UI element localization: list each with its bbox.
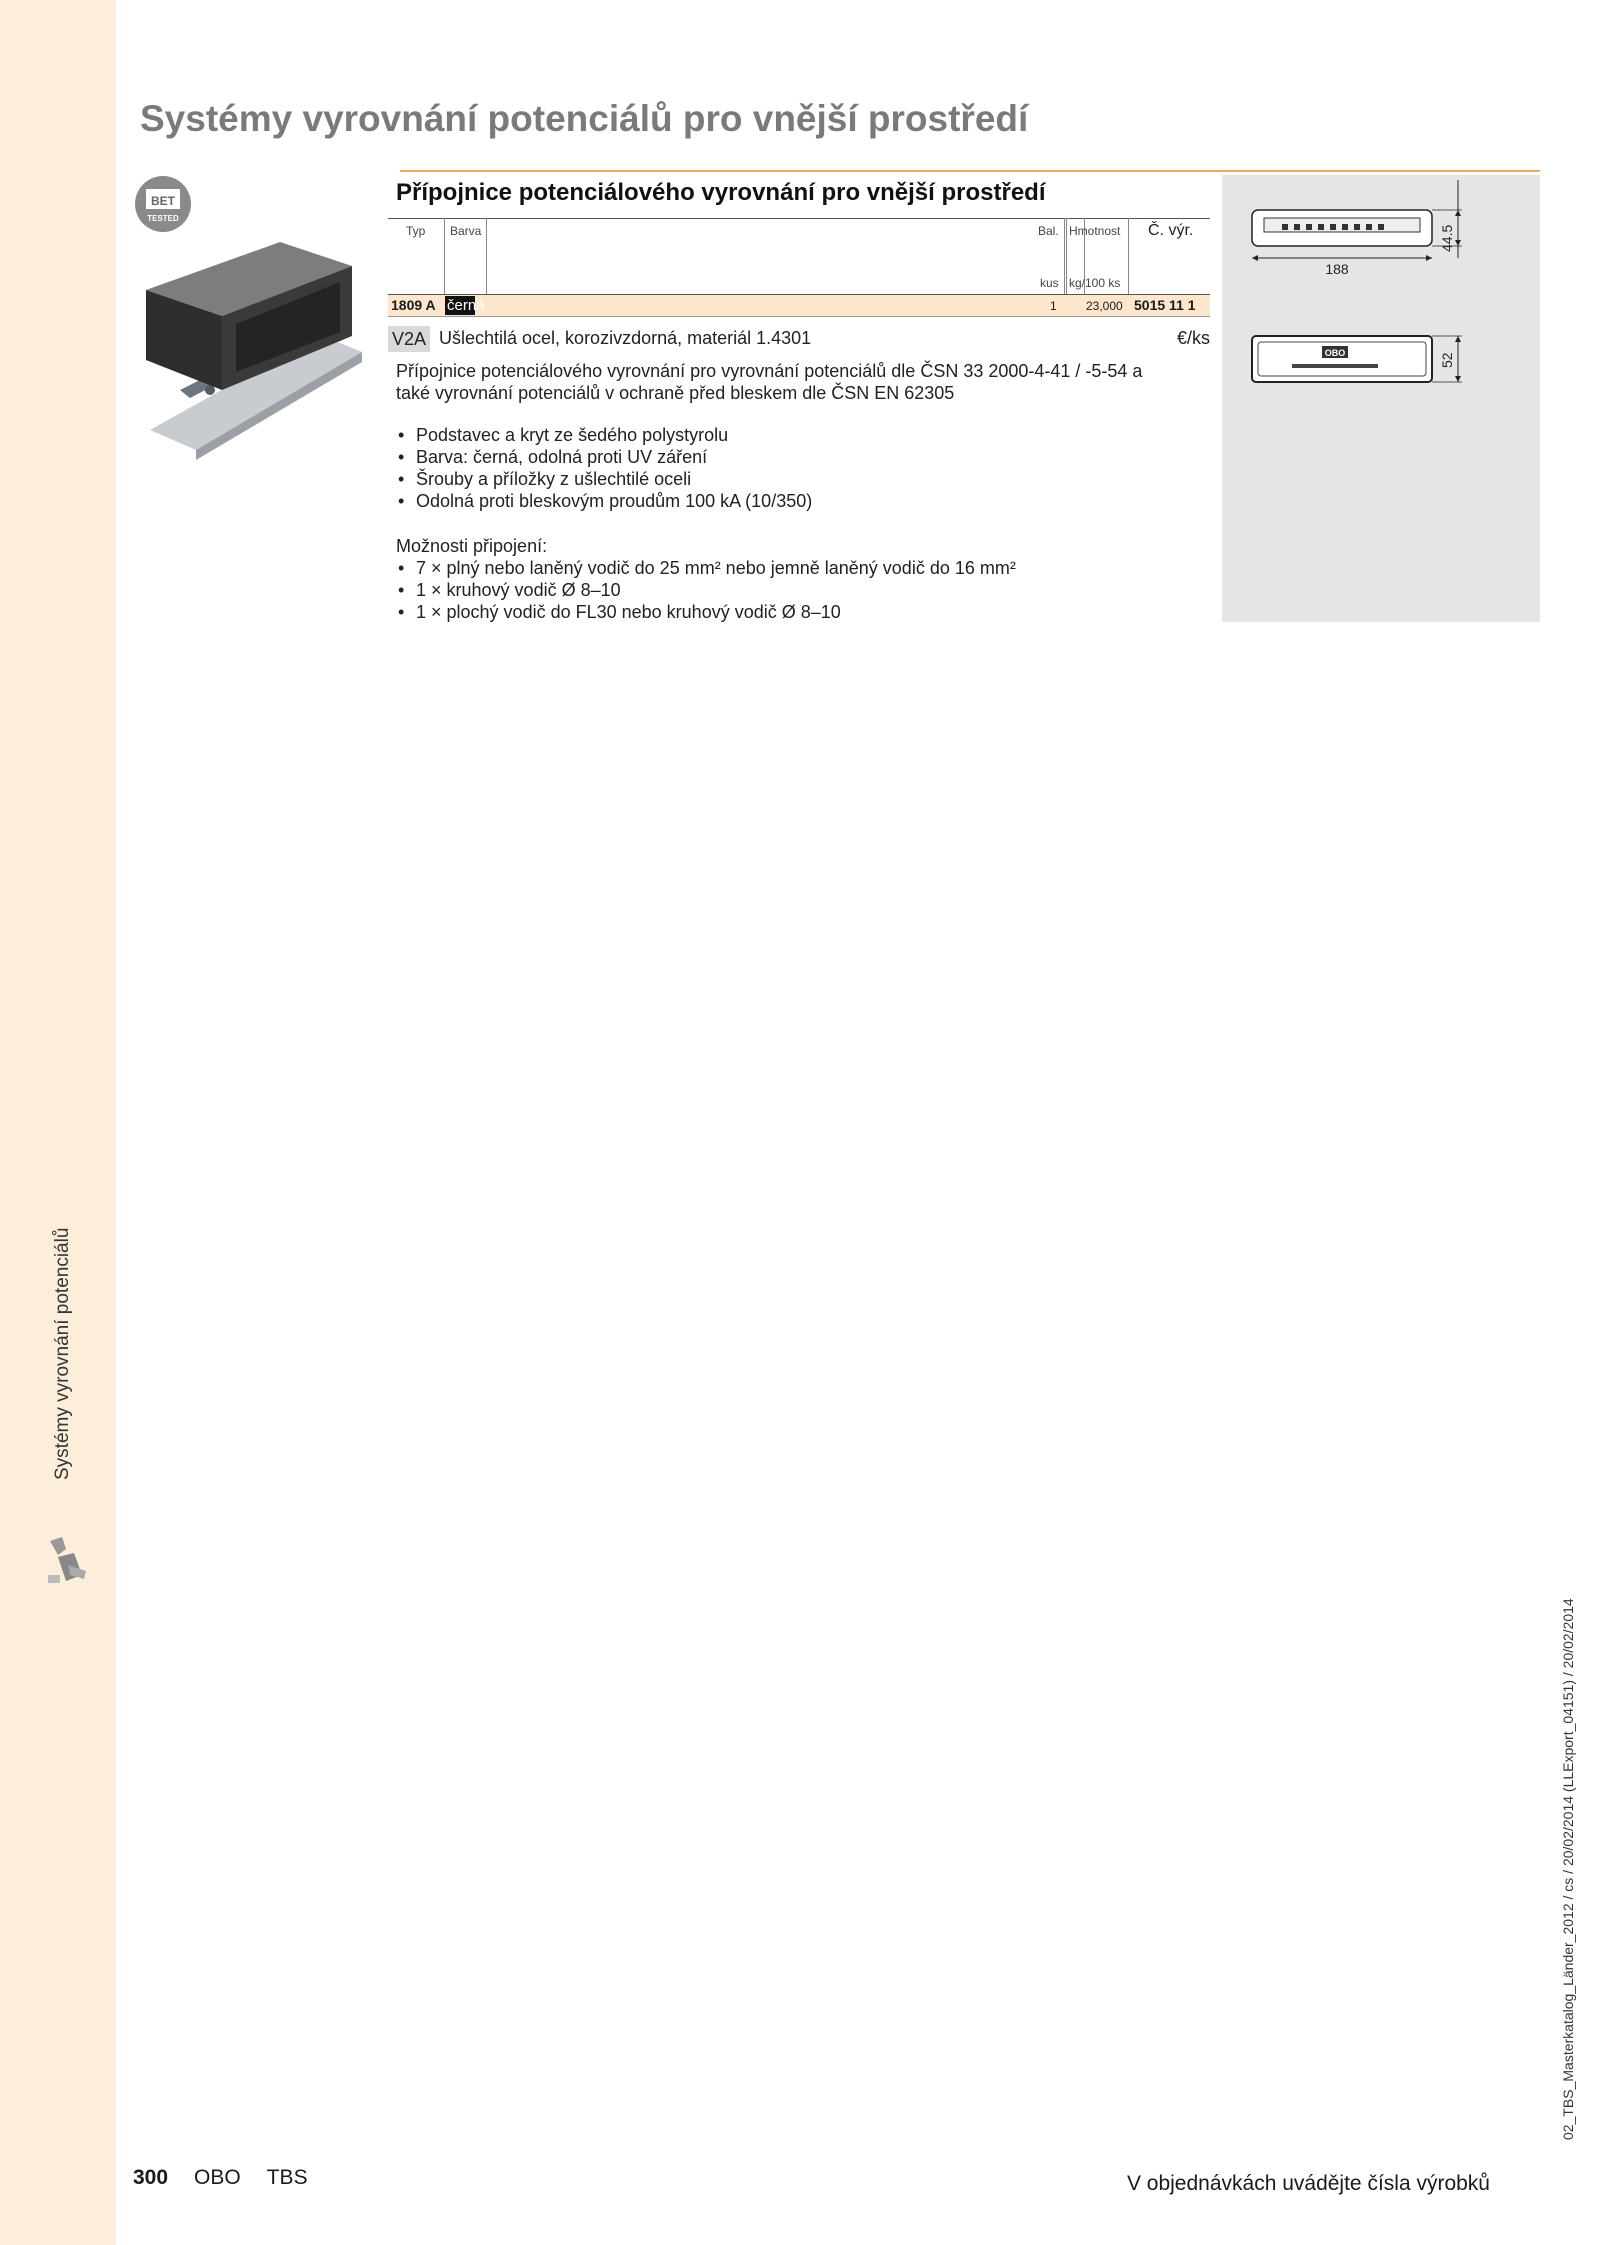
chapter-thumbnail-icon — [44, 1535, 90, 1587]
list-item: • Barva: černá, odolná proti UV záření — [396, 446, 1216, 468]
table-top-rule — [388, 218, 1210, 219]
row-cislo: 5015 11 1 — [1134, 297, 1196, 313]
color-swatch-black — [445, 296, 485, 315]
product-photo — [140, 240, 370, 460]
price-unit: €/ks — [1176, 328, 1210, 348]
connections-heading: Možnosti připojení: — [396, 536, 548, 556]
material-text: Ušlechtilá ocel, korozivzdorná, materiál 1.4301 — [439, 328, 812, 348]
col-bal: Bal. — [1038, 224, 1059, 238]
footer-left — [133, 2166, 308, 2190]
description — [396, 360, 1216, 404]
row-hmotnost: 23,000 — [1086, 299, 1123, 313]
print-meta: 02_TBS_Masterkatalog_Länder_2012 / cs / 20/02/2014 (LLExport_04151) / 20/02/2014 — [1560, 1598, 1576, 2140]
list-item: • 1 × plochý vodič do FL30 nebo kruhový vodič Ø 8–10 — [396, 601, 1216, 623]
page-title: Systémy vyrovnání potenciálů pro vnější prostředí — [140, 98, 1029, 139]
col-hmotnost: Hmotnost — [1069, 224, 1121, 238]
description-line: Přípojnice potenciálového vyrovnání pro vyrovnání potenciálů dle ČSN 33 2000-4-41 / -5-54 a — [396, 361, 1143, 381]
list-item: • Podstavec a kryt ze šedého polystyrolu — [396, 424, 1216, 446]
description-line: také vyrovnání potenciálů v ochraně před bleskem dle ČSN EN 62305 — [396, 383, 955, 403]
page-number: 300 — [133, 2166, 169, 2189]
row-typ: 1809 A — [391, 297, 436, 313]
badge-line1: BET — [151, 194, 175, 208]
dimension-drawing — [1232, 180, 1532, 400]
test-badge-icon — [134, 175, 192, 233]
feature-list — [396, 424, 1216, 512]
material-code: V2A — [388, 326, 430, 352]
col-barva: Barva — [450, 224, 482, 238]
connection-options — [396, 535, 1216, 623]
side-chapter-label: Systémy vyrovnání potenciálů — [52, 1227, 73, 1480]
dim-width-label: 188 — [1325, 261, 1349, 277]
row-bal: 1 — [1050, 299, 1057, 313]
section-title: Přípojnice potenciálového vyrovnání pro vnější prostředí — [396, 179, 1046, 206]
drawing-logo: OBO — [1324, 348, 1346, 358]
footer-division: TBS — [266, 2166, 308, 2189]
badge-line2: TESTED — [147, 214, 179, 223]
unit-kg: kg/100 ks — [1069, 276, 1121, 290]
list-item: • 7 × plný nebo laněný vodič do 25 mm² nebo jemně laněný vodič do 16 mm² — [396, 557, 1216, 579]
material-row — [388, 326, 1210, 352]
dim-height-label: 44.5 — [1439, 224, 1455, 252]
row-barva: černá — [447, 297, 485, 314]
title-divider — [400, 170, 1540, 172]
dim-depth-label: 52 — [1439, 352, 1455, 368]
col-typ: Typ — [406, 224, 426, 238]
unit-kus: kus — [1040, 276, 1059, 290]
footer-order-note: V objednávkách uvádějte čísla výrobků — [1126, 2172, 1490, 2195]
col-cislo: Č. výr. — [1148, 222, 1194, 239]
footer-brand: OBO — [194, 2166, 241, 2189]
list-item: • Šrouby a příložky z ušlechtilé oceli — [396, 468, 1216, 490]
list-item: • Odolná proti bleskovým proudům 100 kA (10/350) — [396, 490, 1216, 512]
list-item: • 1 × kruhový vodič Ø 8–10 — [396, 579, 1216, 601]
product-table — [388, 218, 1210, 316]
